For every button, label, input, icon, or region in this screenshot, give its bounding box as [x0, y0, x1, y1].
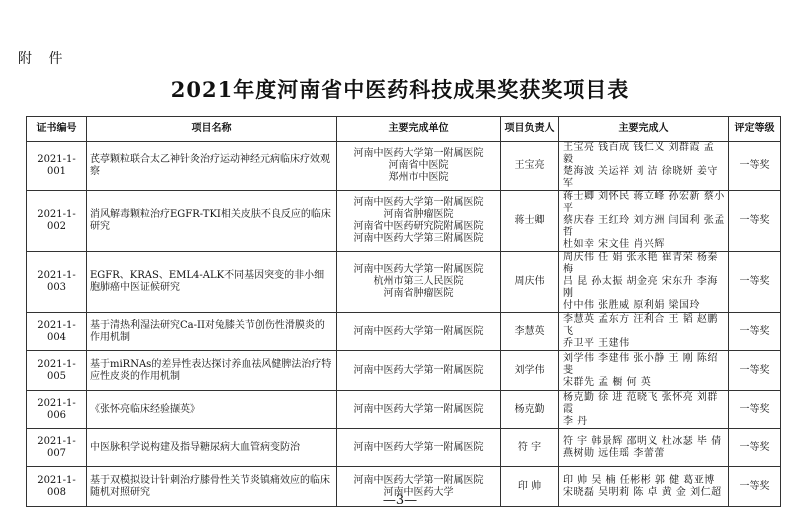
page-title: 2021年度河南省中医药科技成果奖获奖项目表	[170, 77, 630, 102]
grade: 一等奖	[729, 252, 781, 313]
project-name: 基于清热利湿法研究Ca-II对兔膝关节创伤性滑膜炎的作用机制	[87, 313, 337, 351]
table-row	[27, 191, 781, 252]
main-people: 蒋士卿 刘怀民 蒋立峰 孙宏新 蔡小平 蔡庆春 王红玲 刘方洲 闫国利 张孟哲 杜如幸 宋文佳 肖兴辉	[559, 191, 729, 252]
project-name: 基于双模拟设计针刺治疗膝骨性关节炎镇痛效应的临床随机对照研究	[87, 467, 337, 507]
cert-id: 2021-1-004	[27, 313, 87, 351]
main-people: 印 帅 吴 楠 任彬彬 郭 健 葛亚博 宋晓磊 吴明莉 陈 卓 黄 金 刘仁超	[559, 467, 729, 507]
col-header-cert-id: 证书编号	[27, 117, 87, 142]
col-header-lead: 项目负责人	[501, 117, 559, 142]
completion-units: 河南中医药大学第一附属医院	[337, 351, 501, 391]
grade: 一等奖	[729, 351, 781, 391]
table-row	[27, 313, 781, 351]
project-lead: 杨克勤	[501, 391, 559, 429]
completion-units: 河南中医药大学第一附属医院	[337, 429, 501, 467]
project-name: 基于miRNAs的差异性表达探讨养血祛风健脾法治疗特应性皮炎的作用机制	[87, 351, 337, 391]
completion-units: 河南中医药大学第一附属医院 河南省肿瘤医院 河南省中医药研究院附属医院 河南中医药大学第三附属医院	[337, 191, 501, 252]
table-row	[27, 252, 781, 313]
cert-id: 2021-1-001	[27, 142, 87, 191]
completion-units: 河南中医药大学第一附属医院	[337, 391, 501, 429]
table-row	[27, 351, 781, 391]
cert-id: 2021-1-006	[27, 391, 87, 429]
col-header-people: 主要完成人	[559, 117, 729, 142]
project-name: EGFR、KRAS、EML4-ALK不同基因突变的非小细胞肺癌中医证候研究	[87, 252, 337, 313]
cert-id: 2021-1-002	[27, 191, 87, 252]
project-lead: 李慧英	[501, 313, 559, 351]
grade: 一等奖	[729, 391, 781, 429]
table-row	[27, 391, 781, 429]
main-people: 王宝亮 钱百成 钱仁义 刘群霞 孟 毅 楚海波 关运祥 刘 洁 徐晓妍 姜守军	[559, 142, 729, 191]
cert-id: 2021-1-005	[27, 351, 87, 391]
project-lead: 王宝亮	[501, 142, 559, 191]
grade: 一等奖	[729, 467, 781, 507]
col-header-grade: 评定等级	[729, 117, 781, 142]
main-people: 符 宇 韩景辉 邵明义 杜冰瑟 毕 倩 燕树勋 远佳瑶 李蕾蕾	[559, 429, 729, 467]
cert-id: 2021-1-003	[27, 252, 87, 313]
table-row	[27, 429, 781, 467]
project-lead: 符 宇	[501, 429, 559, 467]
page-number: —3—	[382, 493, 418, 508]
project-lead: 印 帅	[501, 467, 559, 507]
grade: 一等奖	[729, 191, 781, 252]
project-name: 芪葶颗粒联合太乙神针灸治疗运动神经元病临床疗效观察	[87, 142, 337, 191]
col-header-project-name: 项目名称	[87, 117, 337, 142]
attachment-label: 附 件	[18, 51, 69, 67]
main-people: 杨克勤 徐 进 范晓飞 张怀亮 刘群霞 李 丹	[559, 391, 729, 429]
main-people: 周庆伟 任 娟 张永艳 崔青荣 杨秦梅 吕 昆 孙太振 胡金亮 宋东升 李海刚 付中伟 张胜威 原利娟 梁国玲	[559, 252, 729, 313]
completion-units: 河南中医药大学第一附属医院 杭州市第三人民医院 河南省肿瘤医院	[337, 252, 501, 313]
completion-units: 河南中医药大学第一附属医院 河南省中医院 郑州市中医院	[337, 142, 501, 191]
main-people: 李慧英 孟东方 汪利合 王 韬 赵鹏飞 乔卫平 王建伟	[559, 313, 729, 351]
project-name: 《张怀亮临床经验撷英》	[87, 391, 337, 429]
project-name: 消风解毒颗粒治疗EGFR-TKI相关皮肤不良反应的临床研究	[87, 191, 337, 252]
project-name: 中医脉积学说构建及指导糖尿病大血管病变防治	[87, 429, 337, 467]
main-people: 刘学伟 李建伟 张小静 王 刚 陈绍斐 宋群先 孟 橱 何 英	[559, 351, 729, 391]
project-lead: 蒋士卿	[501, 191, 559, 252]
project-lead: 周庆伟	[501, 252, 559, 313]
grade: 一等奖	[729, 429, 781, 467]
cert-id: 2021-1-008	[27, 467, 87, 507]
grade: 一等奖	[729, 313, 781, 351]
grade: 一等奖	[729, 142, 781, 191]
table-row	[27, 142, 781, 191]
completion-units: 河南中医药大学第一附属医院 河南中医药大学	[337, 467, 501, 507]
table-header-row	[27, 117, 781, 142]
completion-units: 河南中医药大学第一附属医院	[337, 313, 501, 351]
col-header-units: 主要完成单位	[337, 117, 501, 142]
cert-id: 2021-1-007	[27, 429, 87, 467]
awards-table	[26, 116, 781, 507]
project-lead: 刘学伟	[501, 351, 559, 391]
